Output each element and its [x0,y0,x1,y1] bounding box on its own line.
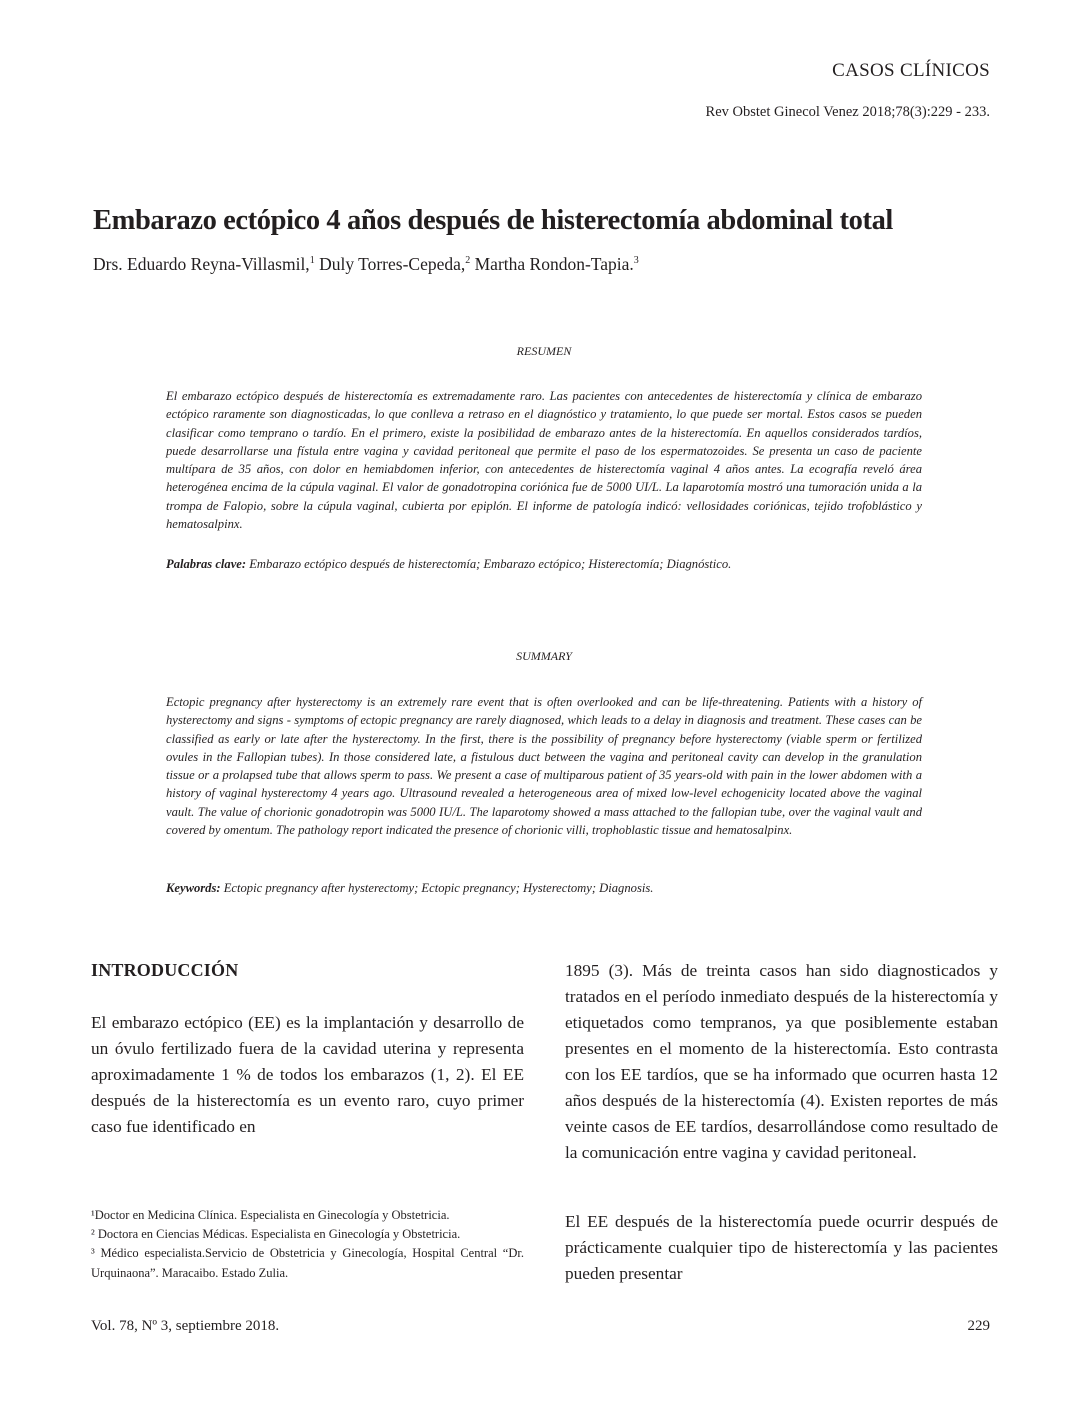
author-list [93,254,639,275]
author-3: Martha Rondon-Tapia. [470,254,634,274]
right-paragraph-2: El EE después de la histerectomía puede ocurrir después de prácticamente cualquier tipo de histerectomía y las pacientes pueden presentar [565,1212,998,1283]
footnote-2: ² Doctora en Ciencias Médicas. Especialista en Ginecología y Obstetricia. [91,1227,461,1242]
keywords-en: Ectopic pregnancy after hysterectomy; Ectopic pregnancy; Hysterectomy; Diagnosis. [220,881,654,895]
summary-keywords [166,881,922,896]
resumen-keywords [166,557,922,572]
affiliation-mark-3: 3 [633,255,639,267]
right-paragraph-1: 1895 (3). Más de treinta casos han sido diagnosticados y tratados en el período inmediato después de la histerectomía y etiquetados como tempranos, ya que posiblemente estaban presentes en el momento de la histerectomía. Esto contrasta con los EE tardíos, que se ha informado que ocurren hasta 12 años después de la histerectomía (4). Existen reportes de más veinte casos de EE tardíos, desarrollándose como resultado de la comunicación entre vagina y cavidad peritoneal. [565,961,998,1162]
footnote-1: ¹Doctor en Medicina Clínica. Especialista en Ginecología y Obstetricia. [91,1208,450,1222]
page-number: 229 [967,1318,990,1334]
keywords-es: Embarazo ectópico después de histerectomía; Embarazo ectópico; Histerectomía; Diagnóstico. [246,557,732,571]
section-label: CASOS CLÍNICOS [832,60,990,81]
keywords-label-es: Palabras clave: [166,557,247,571]
author-2: Duly Torres-Cepeda, [314,254,466,274]
summary-text: Ectopic pregnancy after hysterectomy is an extremely rare event that is often overlooked and can be life-threatening. Patients with a history of hysterectomy and signs - symptoms of ectopic pregnancy are rarely diagnosed, which leads to a delay in diagnosis and treatment. These cases can be classified as early or late after the hysterectomy. In the first, there is the possibility of pregnancy before hysterectomy (viable sperm or fertilized ovules in the Fallopian tubes). In those considered late, a fistulous duct between the vagina and peritoneal cavity can develop in the granulation tissue or a prolapsed tube that allows sperm to pass. We present a case of multiparous patient of 35 years-old with pain in the lower abdomen with a history of vaginal hysterectomy 4 years ago. Ultrasound revealed a heterogeneous area of mixed low-level echogenicity located above the vaginal vault. The value of chorionic gonadotropin was 5000 IU/L. The laparotomy showed a mass attached to the fallopian tube, over the vaginal vault and covered by omentum. The pathology report indicated the presence of chorionic villi, trophoblastic tissue and hematosalpinx. [166,695,922,838]
summary-heading: SUMMARY [516,649,572,663]
journal-citation: Rev Obstet Ginecol Venez 2018;78(3):229 - 233. [705,104,990,120]
article-title: Embarazo ectópico 4 años después de histerectomía abdominal total [93,205,893,236]
affiliation-mark-2: 2 [465,255,471,267]
keywords-label-en: Keywords: [166,881,221,895]
affiliation-footnotes [91,1206,524,1283]
affiliation-mark-1: 1 [309,255,315,267]
footnote-3: ³ Médico especialista.Servicio de Obstetricia y Ginecología, Hospital Central “Dr. Urquinaona”. Maracaibo. Estado Zulia. [91,1246,524,1280]
footer-volume: Vol. 78, Nº 3, septiembre 2018. [91,1318,280,1334]
resumen-text: El embarazo ectópico después de histerectomía es extremadamente raro. Las pacientes con antecedentes de histerectomía y clínica de embarazo ectópico raramente son diagnosticadas, lo que conlleva a retraso en el diagnóstico y tratamiento, lo que puede ser mortal. Estos casos se pueden clasificar como temprano o tardío. En el primero, existe la posibilidad de embarazo antes de la histerectomía. En aquellos considerados tardíos, puede desarrollarse una fístula entre vagina y cavidad peritoneal que permite el paso de los espermatozoides. Se presenta un caso de paciente multípara de 35 años, con dolor en hemiabdomen inferior, con antecedentes de histerectomía vaginal 4 años antes. La ecografía reveló área heterogénea encima de la cúpula vaginal. El valor de gonadotropina coriónica fue de 5000 UI/L. La laparotomía mostró una tumoración unida a la trompa de Falopio, sobre la cúpula vaginal, cubierta por epiplón. El informe de patología indicó: vellosidades coriónicas, tejido trofoblástico y hematosalpinx. [166,389,922,532]
resumen-heading: RESUMEN [516,344,572,358]
author-1: Drs. Eduardo Reyna-Villasmil, [93,254,310,274]
intro-paragraph: El embarazo ectópico (EE) es la implantación y desarrollo de un óvulo fertilizado fuera de la cavidad uterina y representa aproximadamente 1 % de todos los embarazos (1, 2). El EE después de la histerectomía es un evento raro, cuyo primer caso fue identificado en [91,1013,524,1136]
introduction-heading: INTRODUCCIÓN [91,960,239,980]
